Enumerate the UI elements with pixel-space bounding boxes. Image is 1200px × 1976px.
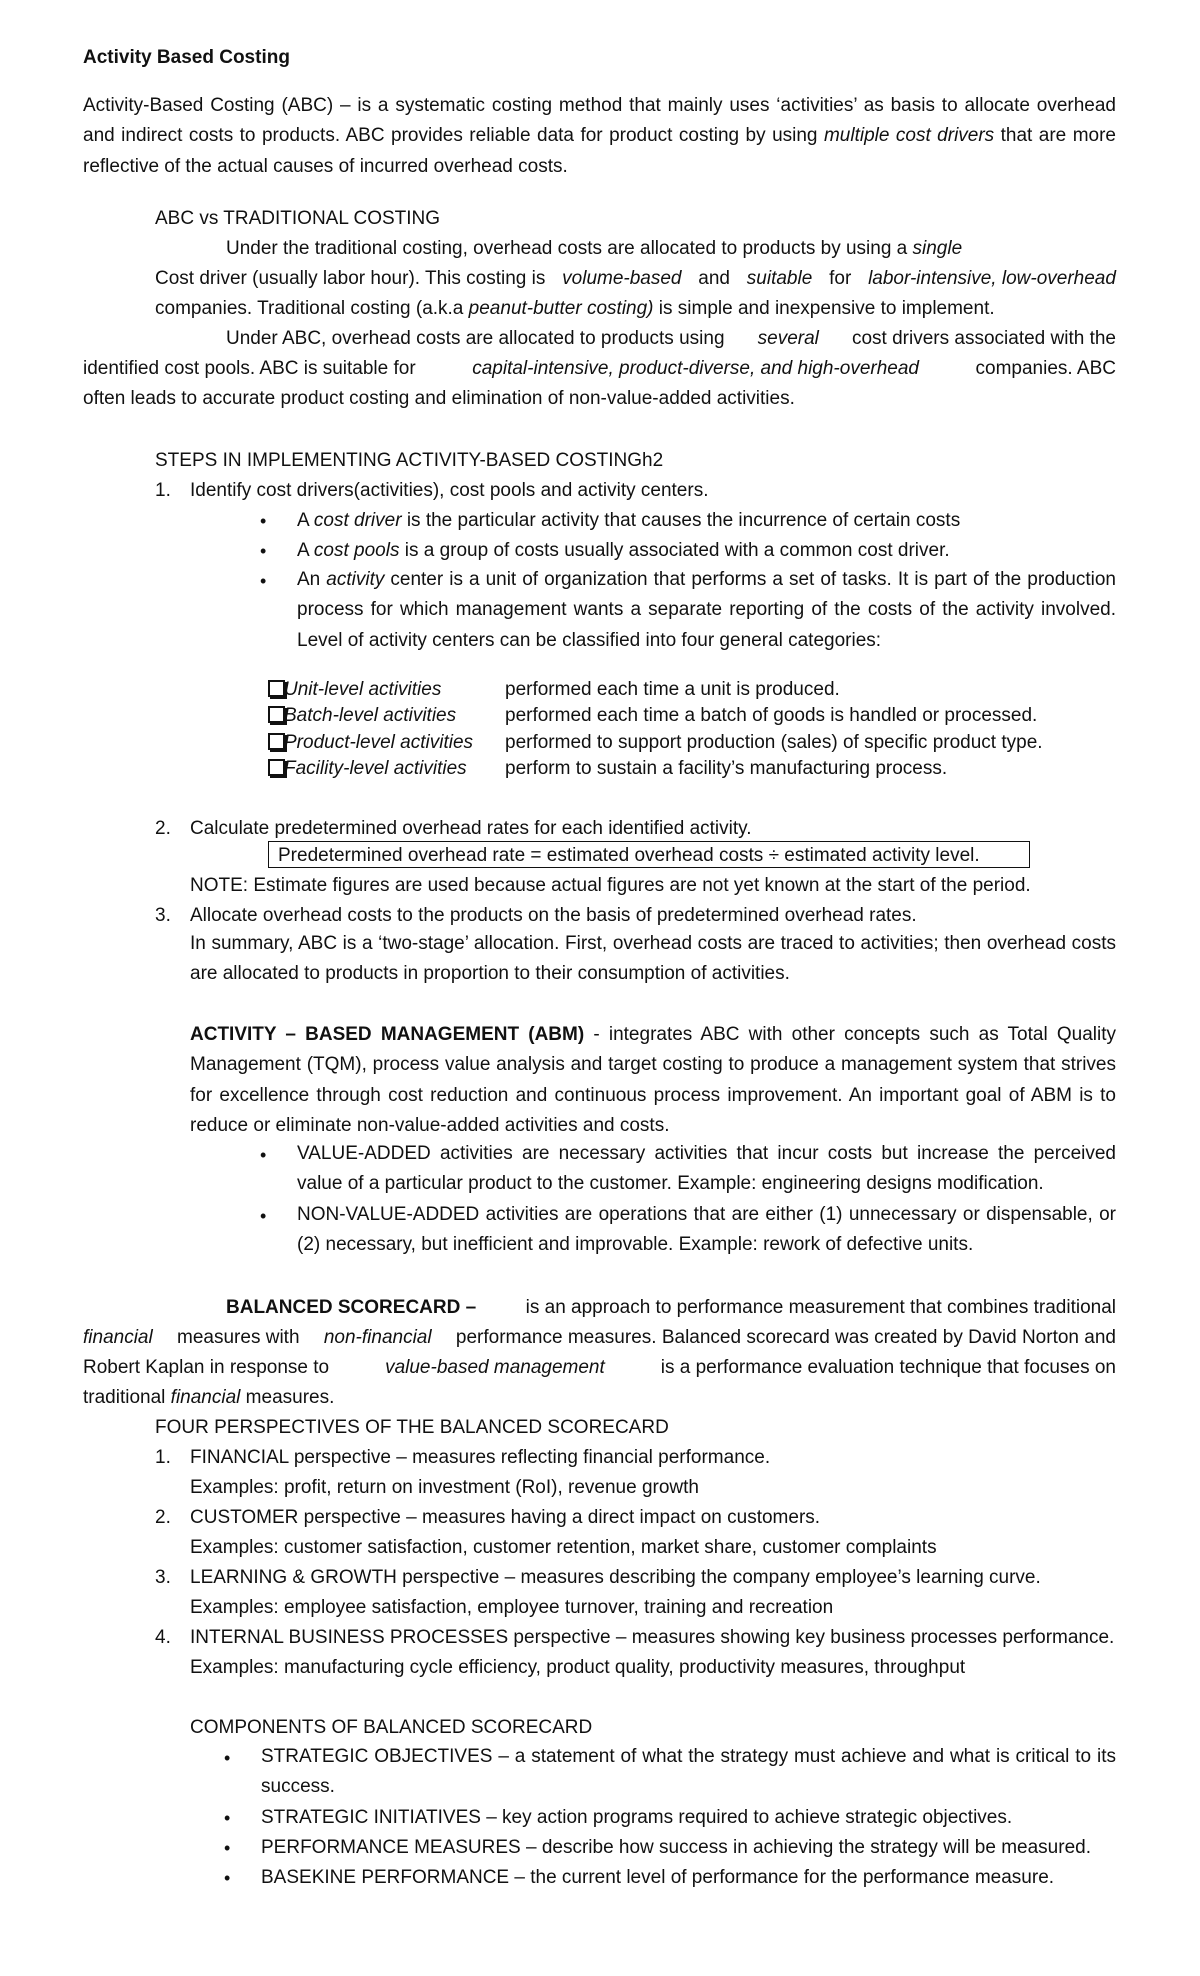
abc-line-3: often leads to accurate product costing and elimination of non-value-added activities. xyxy=(83,388,795,409)
perspective-examples: Examples: profit, return on investment (RoI), revenue growth xyxy=(190,1477,700,1498)
trad-line-1: Under the traditional costing, overhead costs are allocated to products by using a single xyxy=(226,238,963,259)
bullet-glyph: • xyxy=(224,1868,231,1888)
abc-line-2: identified cost pools. ABC is suitable for capital-intensive, product-diverse, and high-overhead companies. ABC xyxy=(83,358,1116,379)
activity-center-bullet: An activity center is a unit of organization that performs a set of tasks. It is part of the production process for which management wants a separate reporting of the costs of the activity involved. Level of activity centers can be classified into four general categories: xyxy=(297,569,1116,651)
checkbox-icon xyxy=(268,733,285,750)
trad-line-3: companies. Traditional costing (a.k.a peanut-butter costing) is simple and inexpensive to implement. xyxy=(155,298,995,319)
perspective-text: CUSTOMER perspective – measures having a direct impact on customers. xyxy=(190,1507,821,1528)
level-desc: perform to sustain a facility’s manufacturing process. xyxy=(505,758,948,779)
bsc-line-2: financial measures with non-financial performance measures. Balanced scorecard was created by David Norton and xyxy=(83,1327,1116,1348)
checkbox-icon xyxy=(268,680,285,697)
step-2-text: Calculate predetermined overhead rates for each identified activity. xyxy=(190,818,752,839)
perspective-text: INTERNAL BUSINESS PROCESSES perspective – measures showing key business processes performance. xyxy=(190,1627,1115,1648)
bullet-glyph: • xyxy=(260,1145,267,1165)
perspective-number: 3. xyxy=(155,1567,171,1588)
perspective-examples: Examples: customer satisfaction, customer retention, market share, customer complaints xyxy=(190,1537,937,1558)
level-name: Batch-level activities xyxy=(284,705,457,726)
component-item: STRATEGIC INITIATIVES – key action programs required to achieve strategic objectives. xyxy=(261,1807,1013,1828)
perspective-number: 2. xyxy=(155,1507,171,1528)
level-desc: performed each time a unit is produced. xyxy=(505,679,840,700)
step-1-number: 1. xyxy=(155,480,171,501)
step-3-number: 3. xyxy=(155,905,171,926)
perspective-examples: Examples: employee satisfaction, employee turnover, training and recreation xyxy=(190,1597,834,1618)
components-heading: COMPONENTS OF BALANCED SCORECARD xyxy=(190,1717,593,1738)
checkbox-icon xyxy=(268,759,285,776)
abc-line-1: Under ABC, overhead costs are allocated to products using several cost drivers associated with the xyxy=(226,328,1116,349)
cost-pools-bullet: A cost pools is a group of costs usually associated with a common cost driver. xyxy=(297,540,950,561)
note-text: NOTE: Estimate figures are used because actual figures are not yet known at the start of the period. xyxy=(190,875,1031,896)
perspectives-heading: FOUR PERSPECTIVES OF THE BALANCED SCORECARD xyxy=(155,1417,669,1438)
bullet-glyph: • xyxy=(224,1748,231,1768)
perspective-number: 1. xyxy=(155,1447,171,1468)
cost-driver-bullet: A cost driver is the particular activity that causes the incurrence of certain costs xyxy=(297,510,961,531)
bullet-glyph: • xyxy=(260,511,267,531)
page-title: Activity Based Costing xyxy=(83,47,290,68)
bullet-glyph: • xyxy=(224,1838,231,1858)
perspective-text: FINANCIAL perspective – measures reflecting financial performance. xyxy=(190,1447,771,1468)
perspective-number: 4. xyxy=(155,1627,171,1648)
summary-paragraph: In summary, ABC is a ‘two-stage’ allocation. First, overhead costs are traced to activities; then overhead costs are allocated to products in proportion to their consumption of activities. xyxy=(190,933,1116,985)
level-desc: performed each time a batch of goods is handled or processed. xyxy=(505,705,1038,726)
abc-vs-heading: ABC vs TRADITIONAL COSTING xyxy=(155,208,441,229)
bsc-line-1: BALANCED SCORECARD – is an approach to performance measurement that combines traditional xyxy=(226,1297,1116,1318)
step-2-number: 2. xyxy=(155,818,171,839)
non-value-added-bullet: NON-VALUE-ADDED activities are operations that are either (1) unnecessary or dispensable, or (2) necessary, but inefficient and improvable. Example: rework of defective units. xyxy=(297,1204,1116,1256)
bsc-line-3: Robert Kaplan in response to value-based management is a performance evaluation technique that focuses on xyxy=(83,1357,1116,1378)
component-item: STRATEGIC OBJECTIVES – a statement of what the strategy must achieve and what is critical to its success. xyxy=(261,1746,1116,1798)
component-item: BASEKINE PERFORMANCE – the current level of performance for the performance measure. xyxy=(261,1867,1055,1888)
step-3-text: Allocate overhead costs to the products on the basis of predetermined overhead rates. xyxy=(190,905,917,926)
step-1-text: Identify cost drivers(activities), cost pools and activity centers. xyxy=(190,480,709,501)
formula-text: Predetermined overhead rate = estimated overhead costs ÷ estimated activity level. xyxy=(278,845,980,866)
component-item: PERFORMANCE MEASURES – describe how success in achieving the strategy will be measured. xyxy=(261,1837,1091,1858)
bullet-glyph: • xyxy=(224,1808,231,1828)
level-name: Unit-level activities xyxy=(284,679,442,700)
level-desc: performed to support production (sales) of specific product type. xyxy=(505,732,1043,753)
intro-paragraph: Activity-Based Costing (ABC) – is a systematic costing method that mainly uses ‘activities’ as basis to allocate overhead and indirect costs to products. ABC provides reliable data for product costing by using multiple cost drivers that are more reflective of the actual causes of incurred overhead costs. xyxy=(83,95,1116,177)
level-name: Facility-level activities xyxy=(284,758,467,779)
bullet-glyph: • xyxy=(260,541,267,561)
trad-line-2: Cost driver (usually labor hour). This costing is volume-based and suitable for labor-intensive, low-overhead xyxy=(155,268,1116,289)
perspective-examples: Examples: manufacturing cycle efficiency, product quality, productivity measures, throughput xyxy=(190,1657,966,1678)
value-added-bullet: VALUE-ADDED activities are necessary activities that incur costs but increase the perceived value of a particular product to the customer. Example: engineering designs modification. xyxy=(297,1143,1116,1195)
steps-heading: STEPS IN IMPLEMENTING ACTIVITY-BASED COSTINGh2 xyxy=(155,450,664,471)
perspective-text: LEARNING & GROWTH perspective – measures describing the company employee’s learning curve. xyxy=(190,1567,1041,1588)
abm-paragraph: ACTIVITY – BASED MANAGEMENT (ABM) - integrates ABC with other concepts such as Total Quality Management (TQM), process value analysis and target costing to produce a management system that strives for excellence through cost reduction and continuous process improvement. An important goal of ABM is to reduce or eliminate non-value-added activities and costs. xyxy=(190,1024,1116,1137)
bsc-line-4: traditional financial measures. xyxy=(83,1387,335,1408)
checkbox-icon xyxy=(268,706,285,723)
level-name: Product-level activities xyxy=(284,732,474,753)
bullet-glyph: • xyxy=(260,1206,267,1226)
bullet-glyph: • xyxy=(260,571,267,591)
